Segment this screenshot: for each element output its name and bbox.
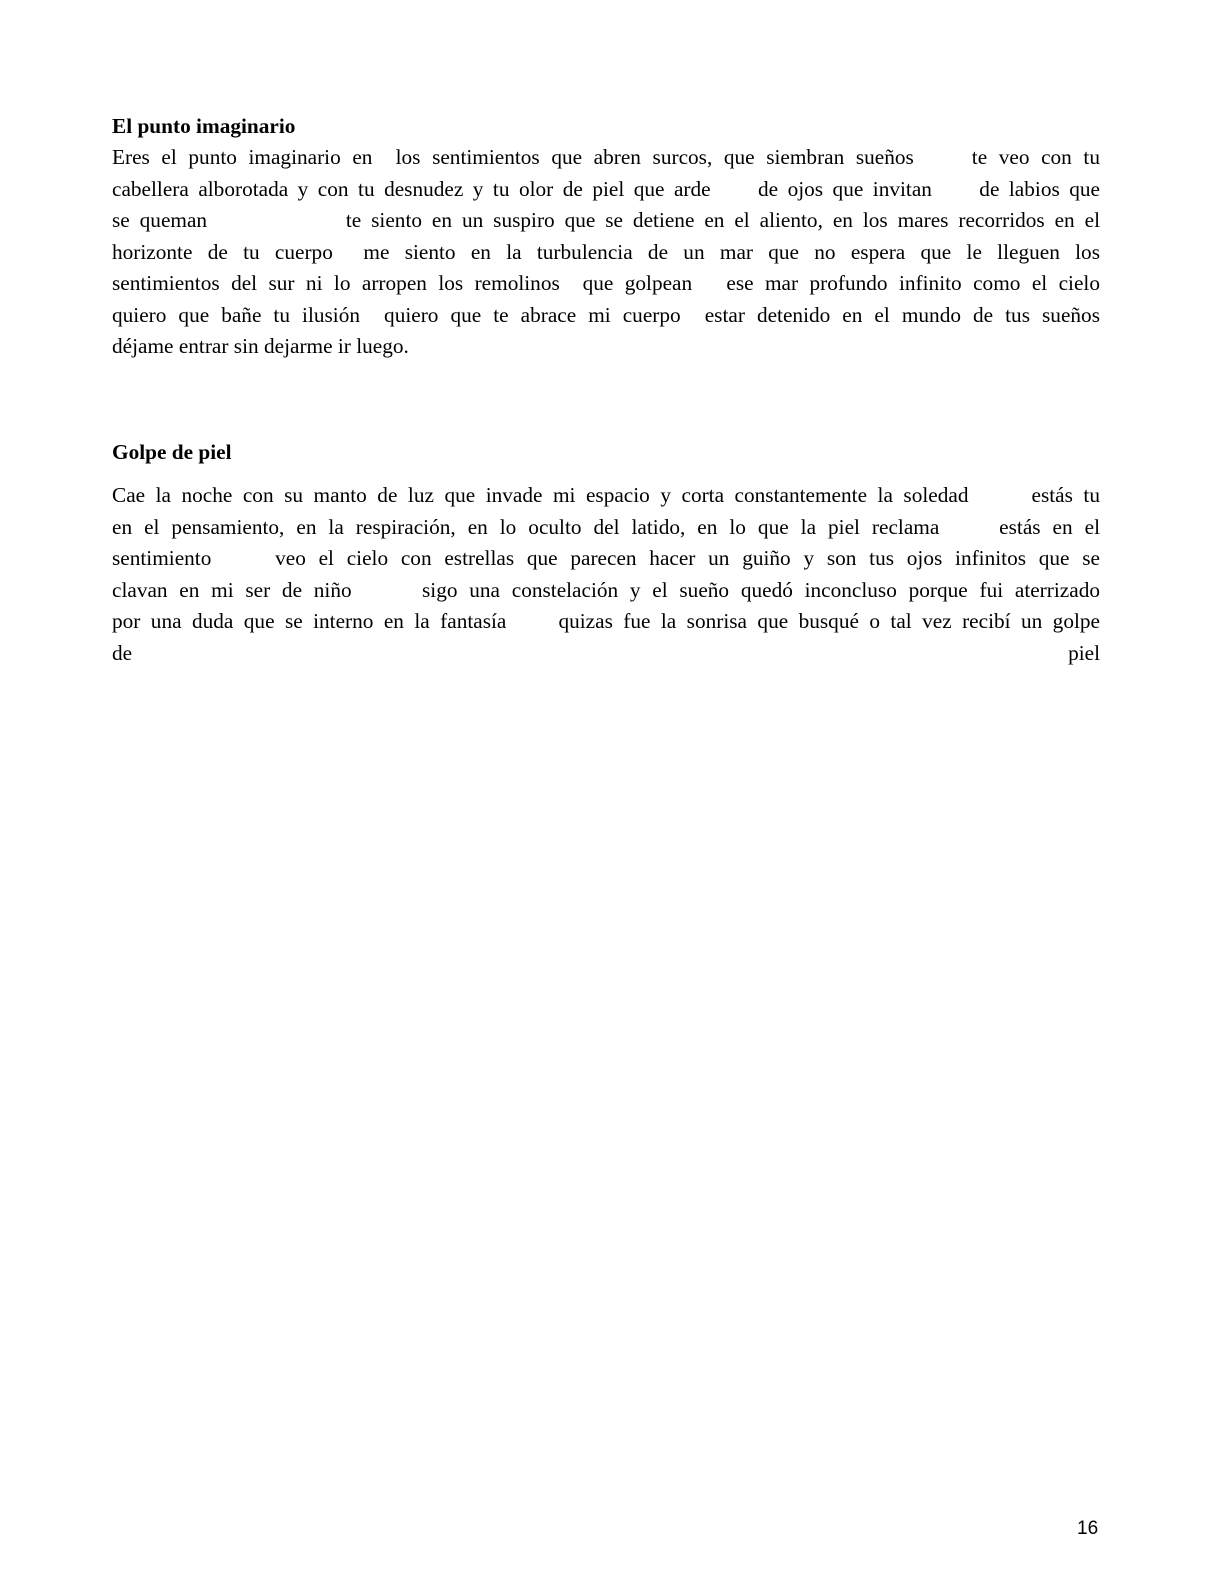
paragraph-line: sentimiento veo el cielo con estrellas que parecen hacer un guiño y son tus ojos infinitos que se — [112, 546, 1100, 570]
paragraph-line: Cae la noche con su manto de luz que invade mi espacio y corta constantemente la soledad estás tu — [112, 483, 1100, 507]
section-title-golpe-de-piel: Golpe de piel — [112, 440, 232, 464]
page-number: 16 — [1077, 1518, 1099, 1539]
paragraph-line: se queman te siento en un suspiro que se detiene en el aliento, en los mares recorridos en el — [112, 208, 1100, 232]
paragraph-line: horizonte de tu cuerpo me siento en la turbulencia de un mar que no espera que le lleguen los — [112, 239, 1100, 264]
final-word-right: piel — [1068, 640, 1100, 665]
paragraph-line: cabellera alborotada y con tu desnudez y tu olor de piel que arde de ojos que invitan de labios que — [112, 176, 1100, 201]
paragraph-line: en el pensamiento, en la respiración, en lo oculto del latido, en lo que la piel reclama estás en el — [112, 514, 1100, 539]
paragraph-line: quiero que bañe tu ilusión quiero que te abrace mi cuerpo estar detenido en el mundo de tus sueños — [112, 302, 1100, 327]
paragraph-line: por una duda que se interno en la fantasía quizas fue la sonrisa que busqué o tal vez recibí un golpe — [112, 609, 1100, 633]
section-title-punto-imaginario: El punto imaginario — [112, 114, 296, 138]
paragraph-last-line — [112, 638, 1100, 670]
final-word-left: de — [112, 640, 133, 665]
paragraph-line: Eres el punto imaginario en los sentimientos que abren surcos, que siembran sueños te veo con tu — [112, 145, 1100, 169]
section-body-punto-imaginario — [112, 142, 1100, 363]
paragraph-line: déjame entrar sin dejarme ir luego. — [112, 334, 409, 358]
section-body-golpe-de-piel — [112, 480, 1100, 669]
paragraph-line: clavan en mi ser de niño sigo una constelación y el sueño quedó inconcluso porque fui aterrizado — [112, 577, 1100, 602]
paragraph-line: sentimientos del sur ni lo arropen los remolinos que golpean ese mar profundo infinito como el cielo — [112, 271, 1100, 295]
